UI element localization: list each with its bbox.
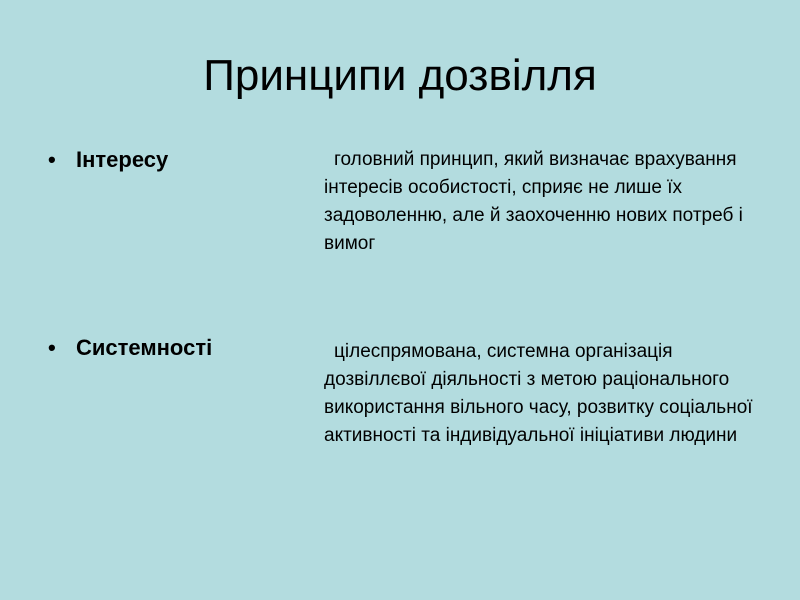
principle-description [324,338,764,450]
principle-description-text: головний принцип, який визначає врахування інтересів особистості, сприяє не лише їх задоволенню, але й заохоченню нових потреб і вимог [324,149,743,254]
principle-description [324,146,764,258]
principle-description-text: цілеспрямована, системна організація дозвіллєвої діяльності з метою раціонального використання вільного часу, розвитку соціальної активності та індивідуальної ініціативи людини [324,341,753,446]
principle-name: Системності [76,335,213,360]
bullet-icon: • [48,335,56,360]
principle-item-systematic [48,334,212,362]
bullet-icon: • [48,147,56,172]
principle-item-interest [48,146,168,174]
slide-title: Принципи дозвілля [203,51,597,100]
principle-name: Інтересу [76,147,169,172]
